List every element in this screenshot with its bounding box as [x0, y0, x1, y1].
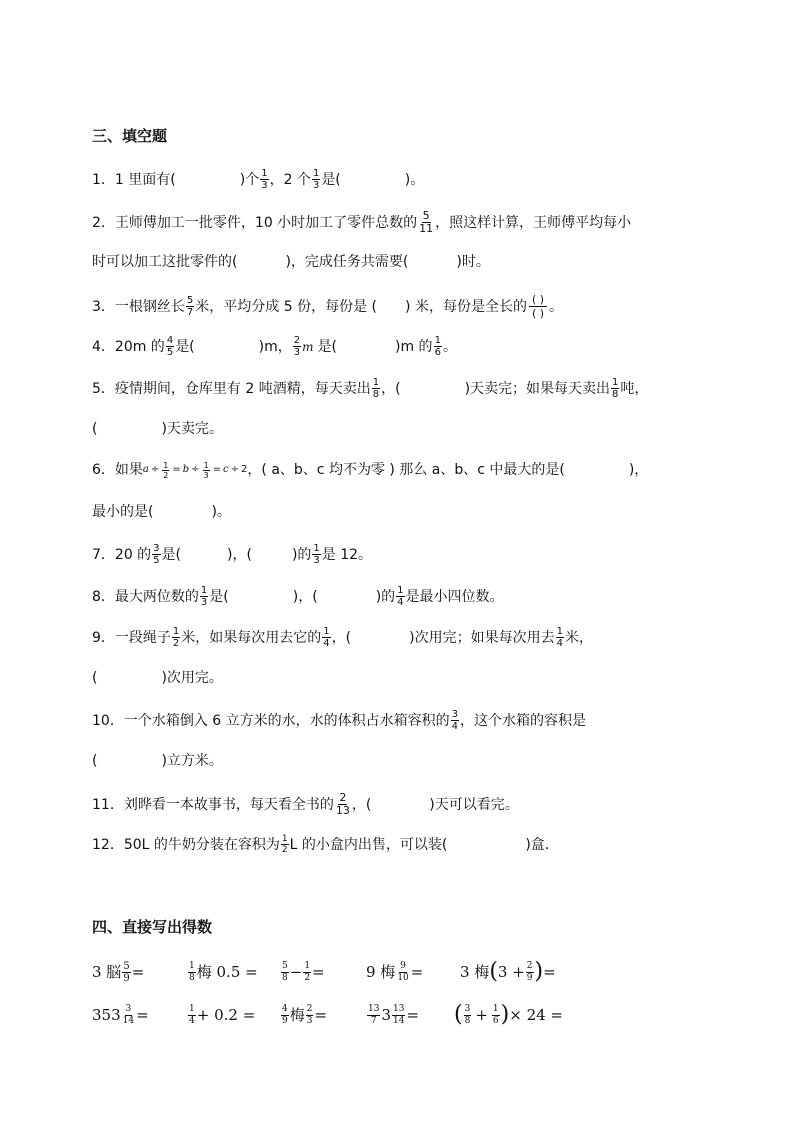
q2-text-b: ，照这样计算，王师傅平均每小	[435, 214, 632, 231]
q8-fraction-2: $\frac{1}{4}$	[397, 585, 404, 608]
q12-text-b: L 的小盒内出售，可以装(	[289, 836, 448, 853]
q10-text-d: )立方米。	[161, 753, 223, 769]
q8-text-b: 是(	[209, 588, 229, 605]
q3-text-c: ) 米，每份是全长的	[405, 298, 527, 315]
q12-text-c: )盒．	[525, 836, 559, 853]
q7-fraction-2: $\frac{1}{3}$	[313, 543, 320, 566]
q11-text-a: 11．刘晔看一本故事书，每天看全书的	[92, 796, 334, 813]
q5-text-g: )天卖完。	[161, 421, 223, 437]
question-8	[92, 585, 504, 608]
question-5-line-1	[92, 377, 648, 400]
question-4	[92, 335, 457, 358]
q10-text-c: (	[92, 753, 98, 769]
q8-text-e: 是最小四位数。	[405, 588, 504, 605]
question-6-line-1	[92, 460, 648, 480]
q6-text-c: )，	[628, 462, 649, 478]
q5-text-c: )天卖完；如果每天卖出	[464, 380, 611, 397]
q9-text-e: 米，	[564, 629, 593, 646]
q8-text-c: )，(	[292, 588, 318, 605]
question-10-line-1	[92, 709, 586, 732]
q6-text-e: )。	[211, 504, 231, 520]
q4-unit-m: m	[302, 339, 314, 354]
q5-text-e: (	[92, 421, 98, 437]
q1-text-c: ，2 个	[269, 171, 311, 188]
q11-text-c: )天可以看完。	[429, 796, 519, 813]
question-3	[92, 293, 563, 320]
calc-r2-item-3: $\frac{4}{9}$ 梅 $\frac{2}{3}$ =	[282, 1003, 328, 1026]
question-2-line-2	[92, 252, 490, 272]
q9-text-h: )次用完。	[161, 670, 223, 686]
calc-r1-item-5: 3 梅 ( 3 + $\frac{2}{9}$ ) =	[460, 959, 556, 984]
q8-text-d: )的	[375, 588, 396, 605]
section-3-heading	[92, 126, 167, 146]
q6-equation: a ÷ $\frac{1}{2}$ = b ÷ $\frac{1}{3}$ = c ÷ 2	[142, 460, 248, 480]
question-2-line-1	[92, 210, 631, 235]
q1-text-d: 是(	[321, 171, 341, 188]
q4-text-c: )m，	[258, 338, 292, 355]
section-4-title: 四、直接写出得数	[92, 918, 213, 936]
question-5-line-2	[92, 419, 223, 439]
q4-fraction-3: $\frac{1}{6}$	[434, 335, 441, 358]
q3-text-d: 。	[549, 298, 564, 315]
q1-fraction-1: $\frac{1}{3}$	[261, 168, 268, 191]
q2-text-c: 时可以加工这批零件的(	[92, 254, 238, 270]
question-1	[92, 168, 424, 191]
q5-fraction-2: $\frac{1}{8}$	[612, 377, 619, 400]
calc-r1-item-1: 3 脳 $\frac{5}{9}$ =	[92, 960, 145, 984]
q1-fraction-2: $\frac{1}{3}$	[312, 168, 320, 191]
q7-text-b: 是(	[161, 546, 182, 563]
q11-fraction: $\frac{2}{13}$	[335, 791, 350, 817]
q7-fraction-1: $\frac{3}{5}$	[153, 543, 160, 566]
q5-text-b: ，(	[381, 380, 401, 397]
q10-text-a: 10．一个水箱倒入 6 立方米的水，水的体积占水箱容积的	[92, 712, 450, 729]
q7-text-d: )的	[291, 546, 312, 563]
q6-text-d: 最小的是(	[92, 504, 154, 520]
calc-r2-item-2: $\frac{1}{4}$ + 0.2 =	[189, 1003, 256, 1026]
q8-fraction-1: $\frac{1}{3}$	[200, 585, 208, 608]
q9-text-c: ，(	[331, 629, 352, 646]
calc-row-2	[92, 1003, 563, 1027]
q6-text-a: 6．如果	[92, 462, 143, 478]
q2-text-e: )时。	[456, 254, 490, 270]
q9-text-b: 米，如果每次用去它的	[181, 629, 322, 646]
q2-text-d: )，完成任务共需要(	[285, 254, 409, 270]
q4-text-b: 是(	[175, 338, 195, 355]
q3-text-a: 3．一根钢丝长	[92, 298, 185, 315]
q8-text-a: 8．最大两位数的	[92, 588, 199, 605]
q7-text-e: 是 12。	[321, 546, 373, 563]
calc-r2-item-4: $\frac{13}{7}$ 3 $\frac{13}{14}$ =	[368, 1003, 420, 1026]
question-12	[92, 834, 559, 855]
question-9-line-2	[92, 668, 223, 688]
q3-blank-fraction[interactable]: $\frac{( )}{( )}$	[529, 293, 547, 320]
q6-text-b: ，( a、b、c 均不为零 ) 那么 a、b、c 中最大的是(	[247, 462, 565, 478]
q7-text-c: )，(	[227, 546, 252, 563]
q4-text-d: 是(	[317, 338, 337, 355]
q5-fraction-1: $\frac{1}{8}$	[372, 377, 380, 400]
q4-text-a: 4．20m 的	[92, 338, 165, 355]
q10-fraction: $\frac{3}{4}$	[451, 709, 458, 732]
calc-r1-item-2: $\frac{1}{8}$ 梅 0.5 =	[189, 960, 258, 983]
q9-text-a: 9．一段绳子	[92, 629, 171, 646]
section-3-title: 三、填空题	[92, 127, 168, 145]
q4-text-g: 。	[442, 338, 457, 355]
q5-text-d: 吨，	[620, 380, 649, 397]
q9-text-d: )次用完；如果每次用去	[409, 629, 555, 646]
calc-row-1	[92, 960, 556, 984]
q12-text-a: 12．50L 的牛奶分装在容积为	[92, 836, 280, 853]
q1-text-b: )个	[239, 171, 260, 188]
q5-text-a: 5．疫情期间，仓库里有 2 吨酒精，每天卖出	[92, 380, 371, 397]
q11-text-b: ，(	[351, 796, 372, 813]
q9-text-g: (	[92, 670, 98, 686]
q7-text-a: 7．20 的	[92, 546, 152, 563]
q4-fraction-2: $\frac{2}{3}$	[293, 335, 301, 358]
question-9-line-1	[92, 626, 593, 649]
q2-fraction: $\frac{5}{11}$	[419, 209, 434, 235]
q3-fraction: $\frac{5}{7}$	[186, 295, 194, 318]
q4-text-e: )m 的	[395, 338, 433, 355]
calc-r1-item-3: $\frac{5}{8}$ − $\frac{1}{2}$ =	[282, 960, 325, 983]
q12-fraction: $\frac{1}{2}$	[281, 834, 288, 855]
q9-fraction-3: $\frac{1}{4}$	[556, 626, 563, 649]
q1-text-e: )。	[404, 171, 425, 188]
question-6-line-2	[92, 502, 231, 522]
q9-fraction-2: $\frac{1}{4}$	[323, 626, 330, 649]
q9-fraction-1: $\frac{1}{2}$	[172, 626, 180, 649]
q4-fraction-1: $\frac{4}{5}$	[166, 335, 174, 358]
q1-text-a: 1．1 里面有(	[92, 171, 176, 188]
question-7	[92, 543, 372, 566]
q2-text-a: 2．王师傅加工一批零件，10 小时加工了零件总数的	[92, 214, 418, 231]
question-11	[92, 792, 519, 817]
q10-text-b: ，这个水箱的容积是	[460, 712, 586, 729]
calc-r1-item-4: 9 梅 $\frac{9}{10}$ =	[366, 960, 424, 983]
question-10-line-2	[92, 751, 223, 771]
section-4-heading	[92, 917, 212, 937]
q3-text-b: 米，平均分成 5 份，每份是 (	[195, 298, 378, 315]
calc-r2-item-1: 353 $\frac{3}{14}$ =	[92, 1003, 149, 1026]
calc-r2-item-5: ( $\frac{3}{8}$ + $\frac{1}{6}$ ) × 24 =	[454, 1002, 563, 1027]
